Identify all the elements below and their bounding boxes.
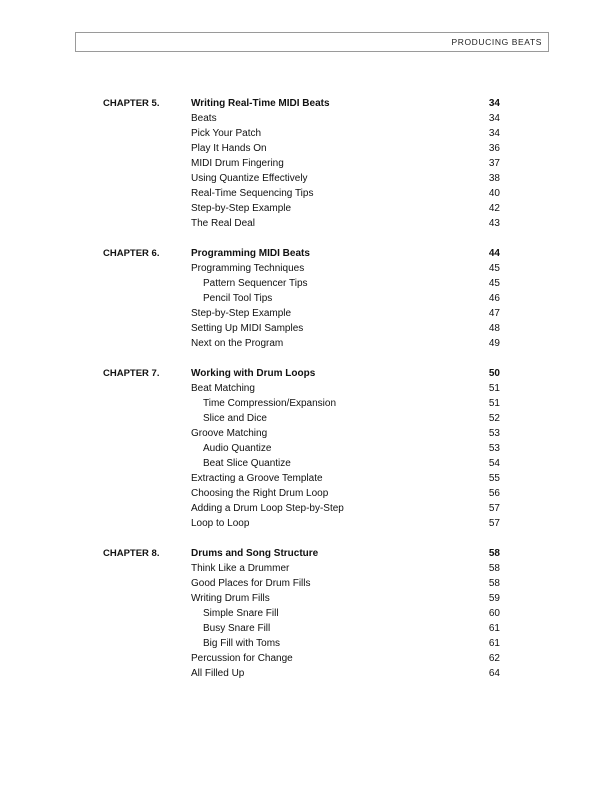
chapter-block [0,366,600,531]
toc-subentry [0,636,600,651]
entry-title: Pick Your Patch [191,128,262,139]
entry-title: Step-by-Step Example [191,308,292,319]
toc-entry [0,426,600,441]
entry-page-number: 52 [488,413,500,424]
chapter-page-number: 50 [488,368,500,379]
entry-page-number: 59 [488,593,500,604]
toc-entry [0,306,600,321]
entry-title: The Real Deal [191,218,255,229]
entry-title: Next on the Program [191,338,284,349]
entry-title: Extracting a Groove Template [191,473,323,484]
entry-page-number: 54 [488,458,500,469]
entry-title: Audio Quantize [203,443,272,454]
entry-title: Real-Time Sequencing Tips [191,188,314,199]
toc-entry [0,576,600,591]
toc-entry [0,561,600,576]
toc-entry [0,336,600,351]
toc-entry [0,666,600,681]
chapter-label: CHAPTER 7. [103,368,160,379]
chapter-page-number: 44 [488,248,500,259]
toc-entry [0,156,600,171]
toc-entry [0,516,600,531]
entry-page-number: 60 [488,608,500,619]
chapter-title: Writing Real-Time MIDI Beats [191,98,330,109]
entry-title: Beat Matching [191,383,255,394]
running-header [75,32,549,52]
entry-page-number: 34 [488,128,500,139]
toc-subentry [0,396,600,411]
chapter-label: CHAPTER 6. [103,248,160,259]
toc-entry [0,651,600,666]
chapter-heading-row [0,546,600,561]
chapter-block [0,546,600,681]
entry-title: Time Compression/Expansion [203,398,337,409]
entry-title: Programming Techniques [191,263,305,274]
entry-page-number: 57 [488,518,500,529]
entry-title: Think Like a Drummer [191,563,290,574]
toc-entry [0,471,600,486]
toc-subentry [0,291,600,306]
toc-entry [0,486,600,501]
entry-title: MIDI Drum Fingering [191,158,284,169]
entry-page-number: 64 [488,668,500,679]
toc-entry [0,261,600,276]
entry-page-number: 61 [488,638,500,649]
chapter-title: Programming MIDI Beats [191,248,310,259]
toc-entry [0,321,600,336]
toc-entry [0,141,600,156]
entry-title: Adding a Drum Loop Step-by-Step [191,503,344,514]
table-of-contents [0,96,600,696]
chapter-page-number: 58 [488,548,500,559]
entry-page-number: 56 [488,488,500,499]
entry-page-number: 36 [488,143,500,154]
entry-title: Groove Matching [191,428,268,439]
toc-entry [0,381,600,396]
entry-title: Setting Up MIDI Samples [191,323,304,334]
entry-page-number: 45 [488,263,500,274]
entry-page-number: 51 [488,398,500,409]
entry-page-number: 62 [488,653,500,664]
toc-entry [0,111,600,126]
entry-title: Good Places for Drum Fills [191,578,311,589]
entry-title: Play It Hands On [191,143,267,154]
entry-page-number: 53 [488,443,500,454]
chapter-page-number: 34 [488,98,500,109]
entry-title: Choosing the Right Drum Loop [191,488,329,499]
entry-page-number: 61 [488,623,500,634]
entry-page-number: 37 [488,158,500,169]
toc-subentry [0,621,600,636]
entry-title: Big Fill with Toms [203,638,281,649]
chapter-heading-row [0,96,600,111]
toc-subentry [0,411,600,426]
entry-title: Loop to Loop [191,518,250,529]
chapter-block [0,246,600,351]
entry-page-number: 51 [488,383,500,394]
toc-entry [0,216,600,231]
chapter-title: Drums and Song Structure [191,548,319,559]
toc-subentry [0,606,600,621]
entry-page-number: 49 [488,338,500,349]
toc-entry [0,186,600,201]
entry-page-number: 53 [488,428,500,439]
entry-page-number: 43 [488,218,500,229]
entry-page-number: 38 [488,173,500,184]
toc-subentry [0,456,600,471]
entry-page-number: 40 [488,188,500,199]
entry-page-number: 55 [488,473,500,484]
toc-entry [0,591,600,606]
chapter-heading-row [0,246,600,261]
entry-title: Percussion for Change [191,653,293,664]
entry-title: Pattern Sequencer Tips [203,278,308,289]
chapter-heading-row [0,366,600,381]
chapter-title: Working with Drum Loops [191,368,316,379]
chapter-label: CHAPTER 8. [103,548,160,559]
entry-page-number: 46 [488,293,500,304]
toc-entry [0,501,600,516]
toc-entry [0,201,600,216]
entry-page-number: 48 [488,323,500,334]
entry-page-number: 47 [488,308,500,319]
toc-entry [0,171,600,186]
entry-title: Step-by-Step Example [191,203,292,214]
entry-title: Using Quantize Effectively [191,173,308,184]
running-head-title: PRODUCING BEATS [451,37,542,47]
chapter-label: CHAPTER 5. [103,98,160,109]
toc-subentry [0,441,600,456]
toc-entry [0,126,600,141]
chapter-block [0,96,600,231]
entry-title: Slice and Dice [203,413,267,424]
entry-page-number: 45 [488,278,500,289]
entry-page-number: 34 [488,113,500,124]
entry-page-number: 58 [488,578,500,589]
entry-title: Beat Slice Quantize [203,458,291,469]
entry-page-number: 58 [488,563,500,574]
entry-page-number: 57 [488,503,500,514]
entry-title: Busy Snare Fill [203,623,271,634]
entry-title: Simple Snare Fill [203,608,279,619]
entry-title: Writing Drum Fills [191,593,270,604]
entry-title: Beats [191,113,217,124]
toc-subentry [0,276,600,291]
entry-title: Pencil Tool Tips [203,293,273,304]
entry-title: All Filled Up [191,668,245,679]
entry-page-number: 42 [488,203,500,214]
